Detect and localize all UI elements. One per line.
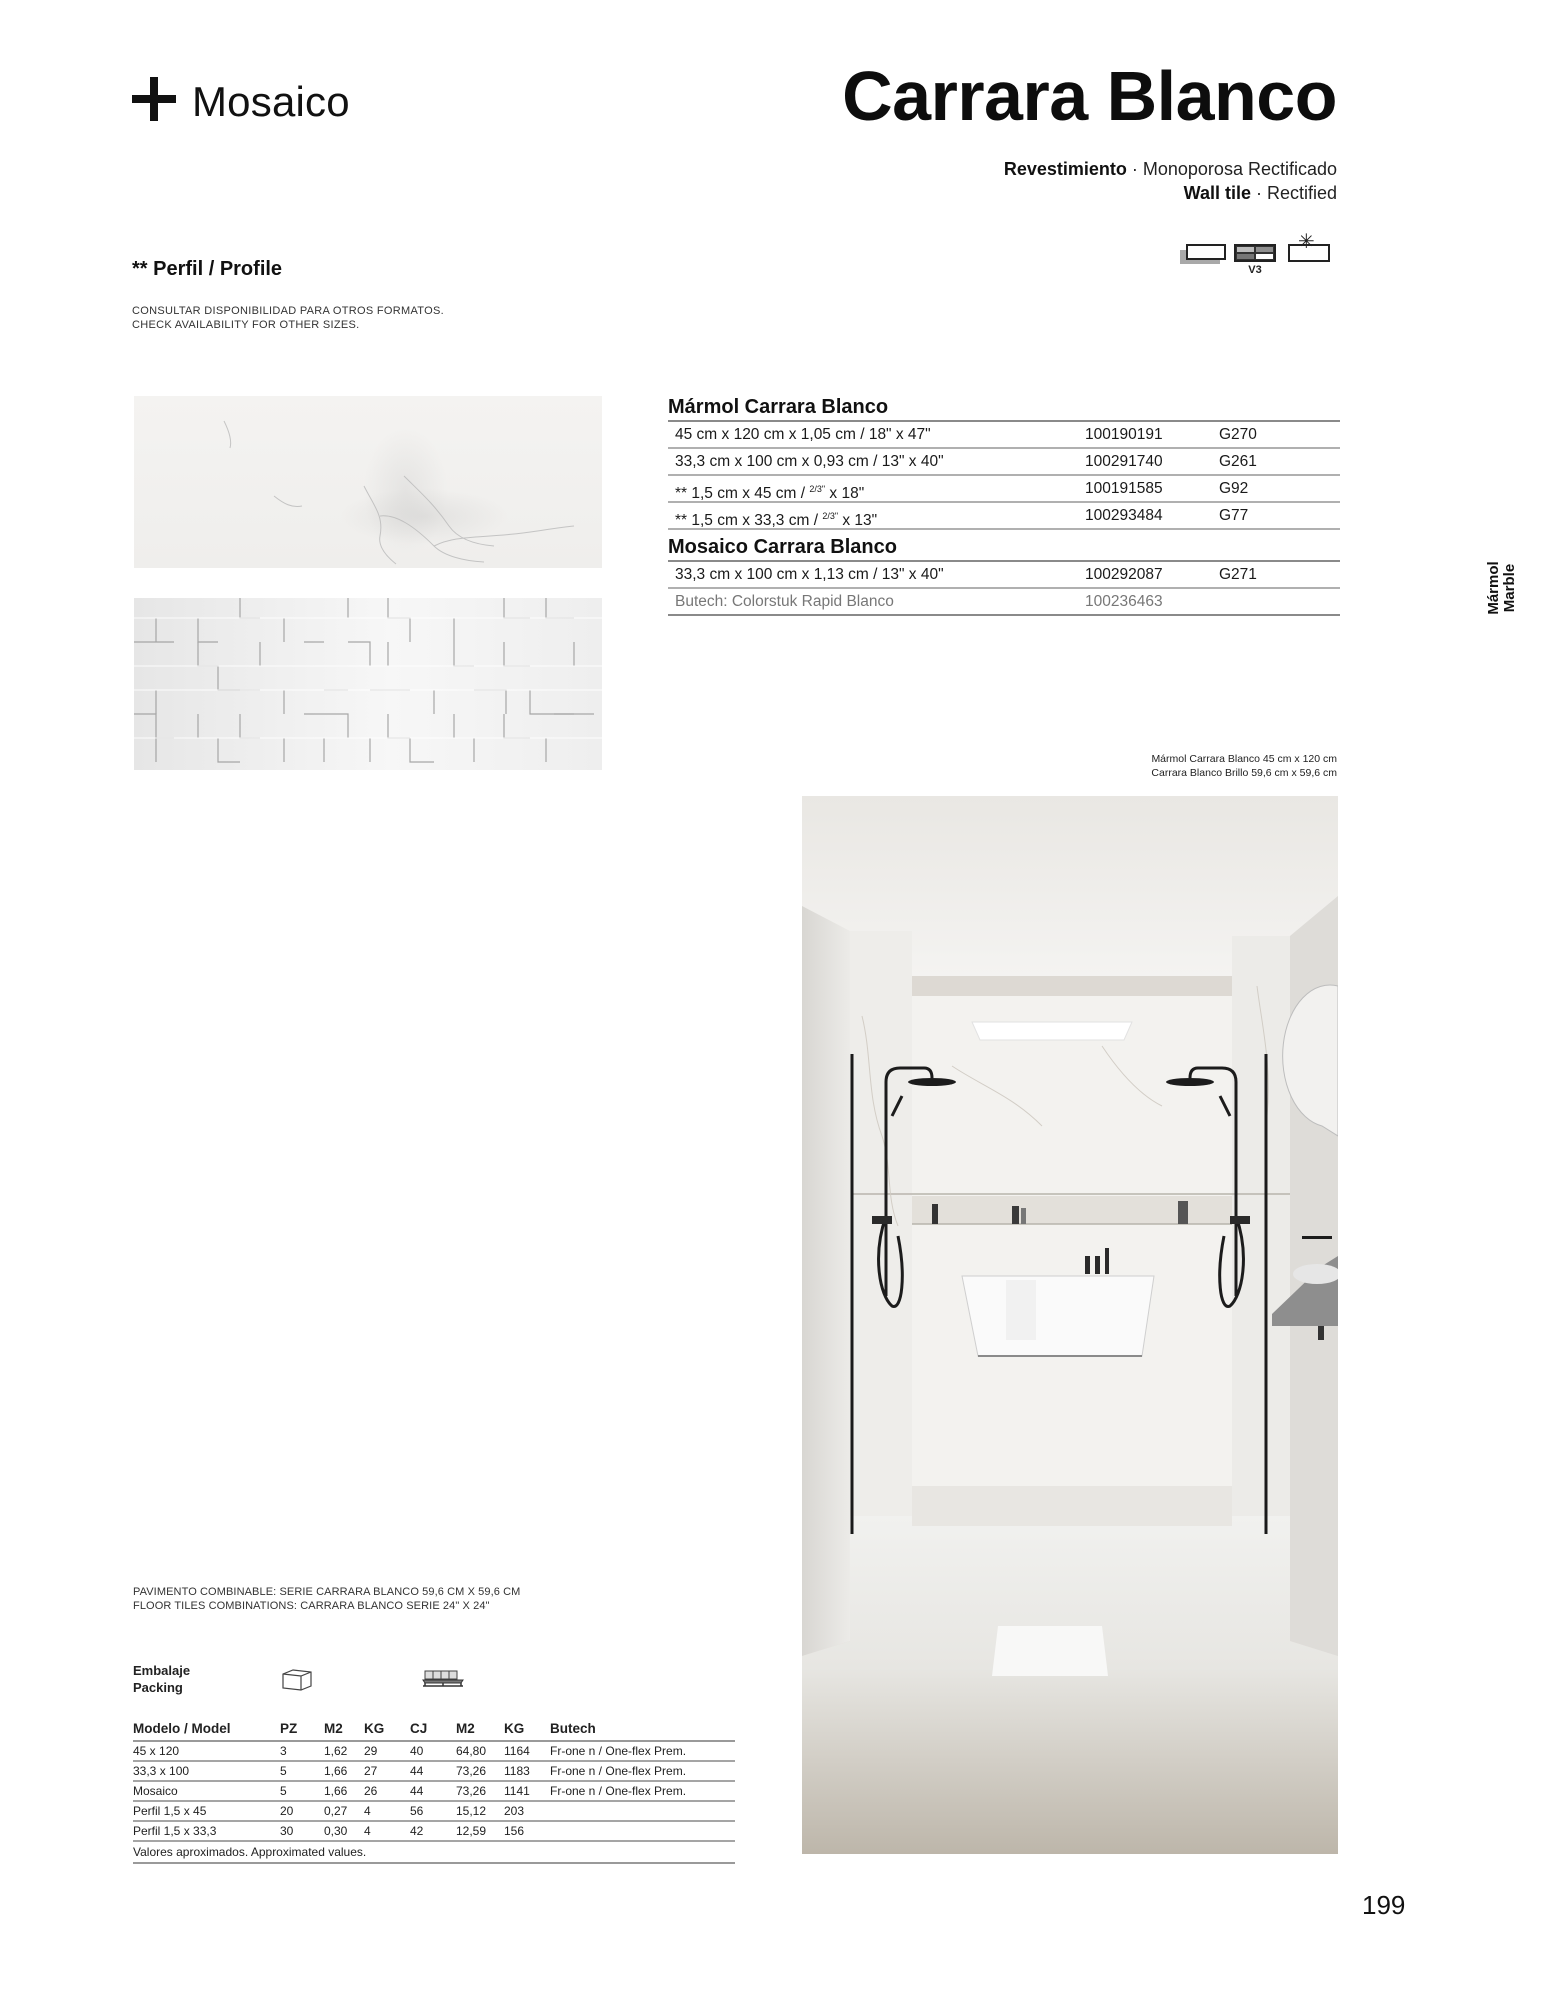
- grade-cell: G271: [1219, 566, 1257, 583]
- cell-butech: Fr-one n / One-flex Prem.: [550, 1764, 687, 1778]
- size-cell: [675, 476, 1085, 501]
- packing-title-en: Packing: [133, 1680, 183, 1695]
- table-row: [668, 562, 1340, 589]
- cell-kg: 29: [364, 1744, 378, 1758]
- shade-variation-label: V3: [1248, 264, 1262, 276]
- box-icon: [281, 1668, 313, 1692]
- grade-cell: G261: [1219, 453, 1257, 470]
- size-fraction: 2/3": [822, 511, 839, 521]
- cell-model: Perfil 1,5 x 33,3: [133, 1824, 217, 1838]
- cell-kg: 4: [364, 1804, 371, 1818]
- code-cell: 100236463: [1085, 593, 1163, 610]
- code-cell: 100293484: [1085, 507, 1163, 524]
- table-row: [668, 422, 1340, 449]
- cell-pz: 3: [280, 1744, 287, 1758]
- shade-variation-icon: [1234, 244, 1276, 276]
- code-cell: 100292087: [1085, 566, 1163, 583]
- cell-m2-pallet: 15,12: [456, 1804, 487, 1818]
- floor-combination-note: [133, 1585, 520, 1613]
- size-cell: 33,3 cm x 100 cm x 1,13 cm / 13" x 40": [675, 566, 944, 583]
- cell-cj: 56: [410, 1804, 424, 1818]
- cell-kg: 27: [364, 1764, 378, 1778]
- cell-model: Perfil 1,5 x 45: [133, 1804, 207, 1818]
- code-cell: 100291740: [1085, 453, 1163, 470]
- cell-pz: 5: [280, 1764, 287, 1778]
- cell-cj: 44: [410, 1784, 424, 1798]
- photo-caption-line2: Carrara Blanco Brillo 59,6 cm x 59,6 cm: [1151, 767, 1337, 779]
- size-main: ** 1,5 cm x 45 cm /: [675, 485, 810, 502]
- pallet-icon: [421, 1666, 465, 1690]
- wall-tile-icon: [1180, 244, 1222, 262]
- size-cell: 45 cm x 120 cm x 1,05 cm / 18" x 47": [675, 426, 931, 443]
- grade-cell: [1219, 589, 1319, 614]
- grade-cell: G77: [1219, 507, 1249, 524]
- packing-footnote: Valores aproximados. Approximated values.: [133, 1842, 735, 1864]
- cell-kg: 4: [364, 1824, 371, 1838]
- section-label: Mosaico: [192, 78, 350, 125]
- cell-m2: 1,62: [324, 1744, 348, 1758]
- cell-kg-pallet: 1141: [504, 1784, 530, 1798]
- plus-icon: [132, 77, 176, 121]
- subtitle-english: [1184, 181, 1337, 205]
- grade-cell: G92: [1219, 480, 1249, 497]
- section-title: [132, 72, 350, 126]
- packing-row: [133, 1782, 735, 1802]
- table-row: [668, 476, 1340, 503]
- tile-property-icons: [1180, 231, 1330, 276]
- size-cell: 33,3 cm x 100 cm x 0,93 cm / 13" x 40": [675, 453, 944, 470]
- cell-butech: [550, 1822, 735, 1840]
- cell-kg-pallet: 156: [504, 1824, 525, 1838]
- product-title: Carrara Blanco: [842, 57, 1337, 135]
- availability-note: [132, 304, 444, 332]
- packing-row: [133, 1822, 735, 1842]
- cell-m2: 0,27: [324, 1804, 348, 1818]
- col-model: Modelo / Model: [133, 1721, 231, 1736]
- availability-note-en: CHECK AVAILABILITY FOR OTHER SIZES.: [132, 319, 360, 331]
- cell-kg-pallet: 203: [504, 1804, 525, 1818]
- col-pz: PZ: [280, 1721, 298, 1736]
- cell-m2-pallet: 73,26: [456, 1784, 487, 1798]
- cell-kg-pallet: 1183: [504, 1764, 530, 1778]
- subtitle-es-detail: · Monoporosa Rectificado: [1126, 159, 1337, 179]
- cell-kg-pallet: 1164: [504, 1744, 530, 1758]
- col-m2-box: M2: [324, 1721, 343, 1736]
- category-side-tab: [1486, 556, 1526, 620]
- packing-row: [133, 1762, 735, 1782]
- packing-header: [133, 1662, 735, 1718]
- subtitle-en-detail: · Rectified: [1250, 183, 1337, 203]
- code-cell: 100190191: [1085, 426, 1163, 443]
- cell-m2: 1,66: [324, 1764, 348, 1778]
- cell-pz: 20: [280, 1804, 294, 1818]
- size-tail: x 13": [838, 512, 878, 529]
- cell-model: 33,3 x 100: [133, 1764, 190, 1778]
- side-tab-en: Marble: [1501, 563, 1518, 613]
- packing-header-row: [133, 1718, 735, 1742]
- packing-row: [133, 1742, 735, 1762]
- col-kg-box: KG: [364, 1721, 385, 1736]
- profile-label: ** Perfil / Profile: [132, 258, 283, 280]
- product-cell: Butech: Colorstuk Rapid Blanco: [675, 593, 894, 610]
- side-tab-es: Mármol: [1485, 561, 1502, 615]
- table-row: [668, 449, 1340, 476]
- cell-m2: 1,66: [324, 1784, 348, 1798]
- page-number: 199: [1362, 1890, 1406, 1920]
- size-tail: x 18": [825, 485, 865, 502]
- combination-note-es: PAVIMENTO COMBINABLE: SERIE CARRARA BLANCO 59,6 CM X 59,6 CM: [133, 1586, 521, 1598]
- col-butech: Butech: [550, 1721, 596, 1736]
- packing-title-es: Embalaje: [133, 1663, 191, 1678]
- group-title-marmol: Mármol Carrara Blanco: [668, 392, 1340, 422]
- cell-pz: 5: [280, 1784, 287, 1798]
- cell-model: 45 x 120: [133, 1744, 180, 1758]
- cell-butech: Fr-one n / One-flex Prem.: [550, 1784, 687, 1798]
- cell-model: Mosaico: [133, 1784, 178, 1798]
- bathroom-photo: [802, 796, 1338, 1854]
- mosaic-tile-sample-image: [134, 598, 602, 770]
- cell-butech: Fr-one n / One-flex Prem.: [550, 1744, 687, 1758]
- cell-pz: 30: [280, 1824, 294, 1838]
- size-fraction: 2/3": [809, 484, 826, 494]
- availability-note-es: CONSULTAR DISPONIBILIDAD PARA OTROS FORMATOS.: [132, 305, 444, 317]
- subtitle-spanish: [1004, 157, 1337, 181]
- cell-cj: 40: [410, 1744, 424, 1758]
- cell-cj: 44: [410, 1764, 424, 1778]
- subtitle-es-type: Revestimiento: [1003, 159, 1127, 179]
- col-cj: CJ: [410, 1721, 428, 1736]
- packing-row: [133, 1802, 735, 1822]
- col-m2-pallet: M2: [456, 1721, 475, 1736]
- cell-cj: 42: [410, 1824, 424, 1838]
- cell-kg: 26: [364, 1784, 378, 1798]
- table-row: [668, 503, 1340, 530]
- cell-m2: 0,30: [324, 1824, 348, 1838]
- packing-table: [133, 1662, 735, 1864]
- photo-caption-line1: Mármol Carrara Blanco 45 cm x 120 cm: [1151, 753, 1337, 765]
- subtitle-en-type: Wall tile: [1183, 183, 1251, 203]
- marble-tile-sample-image: [134, 396, 602, 568]
- grade-cell: G270: [1219, 426, 1257, 443]
- frost-resistance-icon: ✳: [1288, 244, 1330, 262]
- table-row-grout: [668, 589, 1340, 616]
- cell-m2-pallet: 12,59: [456, 1824, 487, 1838]
- size-cell: [675, 503, 1085, 528]
- cell-m2-pallet: 64,80: [456, 1744, 487, 1758]
- col-kg-pallet: KG: [504, 1721, 525, 1736]
- cell-m2-pallet: 73,26: [456, 1764, 487, 1778]
- photo-caption: [1151, 752, 1337, 780]
- cell-butech: [550, 1802, 735, 1820]
- code-cell: 100191585: [1085, 480, 1163, 497]
- size-main: ** 1,5 cm x 33,3 cm /: [675, 512, 823, 529]
- group-title-mosaico: Mosaico Carrara Blanco: [668, 532, 1340, 562]
- combination-note-en: FLOOR TILES COMBINATIONS: CARRARA BLANCO SERIE 24" X 24": [133, 1600, 490, 1612]
- product-reference-table: [668, 392, 1340, 616]
